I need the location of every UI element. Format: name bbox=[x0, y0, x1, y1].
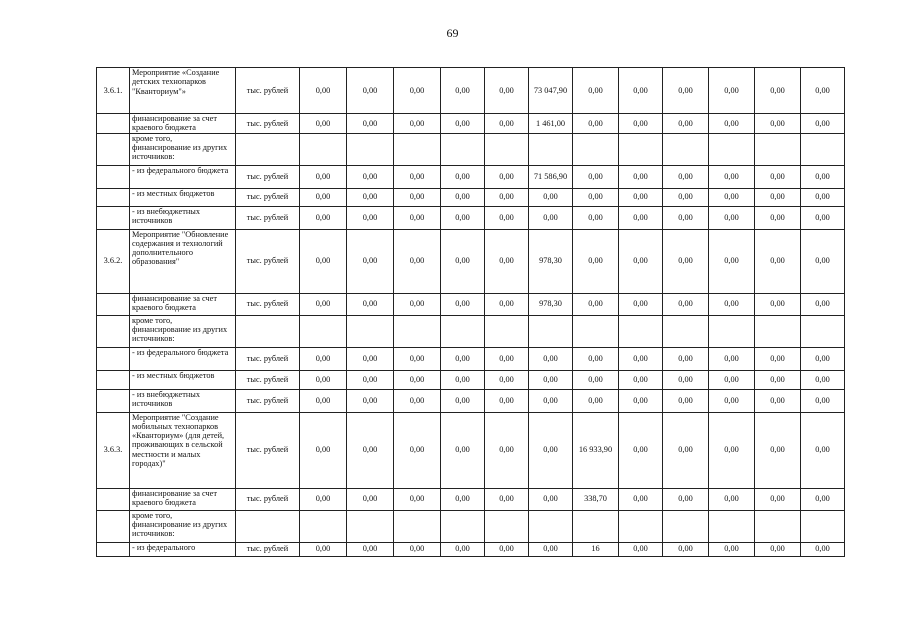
row-code bbox=[97, 370, 130, 389]
row-value: 0,00 bbox=[709, 542, 755, 556]
table-row bbox=[97, 510, 845, 542]
table-row bbox=[97, 68, 845, 114]
row-unit: тыс. рублей bbox=[236, 542, 300, 556]
row-value: 0,00 bbox=[441, 389, 485, 412]
row-value: 0,00 bbox=[755, 206, 801, 229]
page-number: 69 bbox=[446, 26, 459, 40]
row-value bbox=[619, 133, 663, 165]
row-value bbox=[441, 133, 485, 165]
row-value bbox=[529, 510, 573, 542]
row-value bbox=[300, 510, 347, 542]
row-value: 0,00 bbox=[529, 488, 573, 510]
row-value: 0,00 bbox=[755, 188, 801, 206]
row-value: 0,00 bbox=[300, 114, 347, 134]
row-value bbox=[755, 510, 801, 542]
row-value bbox=[663, 133, 709, 165]
row-value: 0,00 bbox=[347, 206, 394, 229]
row-value: 0,00 bbox=[755, 488, 801, 510]
row-value: 0,00 bbox=[441, 188, 485, 206]
row-value: 0,00 bbox=[755, 370, 801, 389]
row-value: 0,00 bbox=[755, 293, 801, 315]
row-value bbox=[709, 133, 755, 165]
row-value bbox=[529, 315, 573, 347]
row-value: 0,00 bbox=[801, 188, 845, 206]
row-name: - из местных бюджетов bbox=[130, 188, 236, 206]
row-value bbox=[529, 133, 573, 165]
row-unit bbox=[236, 133, 300, 165]
table-row bbox=[97, 114, 845, 134]
table-row bbox=[97, 133, 845, 165]
row-value: 0,00 bbox=[619, 347, 663, 370]
row-value bbox=[755, 315, 801, 347]
row-value: 0,00 bbox=[394, 68, 441, 114]
row-code bbox=[97, 510, 130, 542]
row-value: 0,00 bbox=[441, 293, 485, 315]
row-value: 0,00 bbox=[755, 389, 801, 412]
row-value: 0,00 bbox=[573, 68, 619, 114]
row-value: 71 586,90 bbox=[529, 165, 573, 188]
row-value: 0,00 bbox=[573, 347, 619, 370]
row-value: 0,00 bbox=[347, 347, 394, 370]
row-value: 0,00 bbox=[394, 412, 441, 488]
row-value: 0,00 bbox=[529, 347, 573, 370]
row-value: 0,00 bbox=[755, 229, 801, 293]
row-value: 0,00 bbox=[300, 206, 347, 229]
row-unit: тыс. рублей bbox=[236, 389, 300, 412]
row-code bbox=[97, 114, 130, 134]
row-value bbox=[709, 510, 755, 542]
row-code bbox=[97, 389, 130, 412]
row-value: 0,00 bbox=[801, 412, 845, 488]
row-value: 16 933,90 bbox=[573, 412, 619, 488]
table-row bbox=[97, 206, 845, 229]
row-value: 0,00 bbox=[441, 370, 485, 389]
row-value: 0,00 bbox=[394, 488, 441, 510]
row-value: 0,00 bbox=[300, 347, 347, 370]
row-code bbox=[97, 206, 130, 229]
table-row bbox=[97, 315, 845, 347]
row-value: 0,00 bbox=[755, 114, 801, 134]
row-value: 0,00 bbox=[394, 188, 441, 206]
row-code bbox=[97, 315, 130, 347]
row-value: 0,00 bbox=[619, 188, 663, 206]
row-value: 0,00 bbox=[755, 165, 801, 188]
row-value: 0,00 bbox=[755, 347, 801, 370]
row-value bbox=[394, 133, 441, 165]
row-value: 0,00 bbox=[529, 389, 573, 412]
row-value: 0,00 bbox=[529, 412, 573, 488]
row-unit bbox=[236, 315, 300, 347]
row-value bbox=[709, 315, 755, 347]
row-name: - из федерального бюджета bbox=[130, 347, 236, 370]
row-value: 0,00 bbox=[485, 542, 529, 556]
row-value: 0,00 bbox=[573, 370, 619, 389]
row-code bbox=[97, 133, 130, 165]
row-value: 0,00 bbox=[573, 389, 619, 412]
table-row bbox=[97, 488, 845, 510]
row-value bbox=[801, 133, 845, 165]
row-value: 0,00 bbox=[485, 412, 529, 488]
row-value: 978,30 bbox=[529, 229, 573, 293]
table-row bbox=[97, 229, 845, 293]
row-value: 0,00 bbox=[663, 370, 709, 389]
row-value: 0,00 bbox=[663, 412, 709, 488]
row-value: 0,00 bbox=[347, 412, 394, 488]
table-row bbox=[97, 542, 845, 556]
row-value: 0,00 bbox=[663, 488, 709, 510]
table-row bbox=[97, 389, 845, 412]
row-value: 0,00 bbox=[485, 488, 529, 510]
row-value: 0,00 bbox=[619, 165, 663, 188]
row-value: 0,00 bbox=[801, 389, 845, 412]
row-value: 0,00 bbox=[300, 68, 347, 114]
row-value bbox=[619, 510, 663, 542]
row-value: 0,00 bbox=[485, 206, 529, 229]
row-value: 0,00 bbox=[663, 188, 709, 206]
row-code: 3.6.3. bbox=[97, 412, 130, 488]
row-value: 0,00 bbox=[485, 114, 529, 134]
row-value: 0,00 bbox=[619, 229, 663, 293]
row-value bbox=[801, 315, 845, 347]
row-unit: тыс. рублей bbox=[236, 206, 300, 229]
row-value: 0,00 bbox=[619, 68, 663, 114]
row-value: 0,00 bbox=[619, 542, 663, 556]
row-value: 0,00 bbox=[709, 229, 755, 293]
row-value: 0,00 bbox=[709, 370, 755, 389]
row-name: - из внебюджетных источников bbox=[130, 389, 236, 412]
table-row bbox=[97, 370, 845, 389]
row-value: 0,00 bbox=[709, 293, 755, 315]
row-value: 0,00 bbox=[300, 370, 347, 389]
row-value: 0,00 bbox=[801, 114, 845, 134]
row-value: 0,00 bbox=[441, 68, 485, 114]
row-value: 0,00 bbox=[801, 68, 845, 114]
row-value bbox=[755, 133, 801, 165]
row-value: 0,00 bbox=[485, 293, 529, 315]
row-value: 0,00 bbox=[394, 114, 441, 134]
row-value: 0,00 bbox=[801, 488, 845, 510]
row-name: - из внебюджетных источников bbox=[130, 206, 236, 229]
row-value: 0,00 bbox=[300, 188, 347, 206]
row-value: 0,00 bbox=[529, 370, 573, 389]
row-unit: тыс. рублей bbox=[236, 114, 300, 134]
row-value bbox=[619, 315, 663, 347]
row-value: 0,00 bbox=[619, 370, 663, 389]
row-value: 0,00 bbox=[347, 229, 394, 293]
row-code bbox=[97, 188, 130, 206]
row-value bbox=[441, 510, 485, 542]
row-value: 0,00 bbox=[663, 229, 709, 293]
row-value: 0,00 bbox=[801, 542, 845, 556]
row-value: 1 461,00 bbox=[529, 114, 573, 134]
row-value: 0,00 bbox=[573, 229, 619, 293]
row-value: 0,00 bbox=[573, 206, 619, 229]
row-value: 0,00 bbox=[709, 412, 755, 488]
row-value bbox=[801, 510, 845, 542]
row-value: 0,00 bbox=[394, 370, 441, 389]
row-value: 0,00 bbox=[709, 488, 755, 510]
row-value bbox=[347, 510, 394, 542]
row-value: 73 047,90 bbox=[529, 68, 573, 114]
row-value: 0,00 bbox=[529, 206, 573, 229]
row-value bbox=[573, 133, 619, 165]
row-value: 16 bbox=[573, 542, 619, 556]
row-value bbox=[300, 133, 347, 165]
row-value: 0,00 bbox=[709, 206, 755, 229]
row-name: Мероприятие "Обновление содержания и технологий дополнительного образования" bbox=[130, 229, 236, 293]
row-value bbox=[663, 510, 709, 542]
row-value: 0,00 bbox=[619, 206, 663, 229]
row-code bbox=[97, 293, 130, 315]
row-name: кроме того, финансирование из других источников: bbox=[130, 510, 236, 542]
row-value: 0,00 bbox=[441, 412, 485, 488]
row-value: 0,00 bbox=[441, 206, 485, 229]
table-row bbox=[97, 188, 845, 206]
row-value: 0,00 bbox=[485, 370, 529, 389]
row-value: 0,00 bbox=[394, 542, 441, 556]
row-unit: тыс. рублей bbox=[236, 412, 300, 488]
row-value bbox=[485, 315, 529, 347]
row-value: 0,00 bbox=[441, 347, 485, 370]
row-value: 0,00 bbox=[347, 370, 394, 389]
row-value: 0,00 bbox=[441, 542, 485, 556]
row-value bbox=[300, 315, 347, 347]
row-code: 3.6.2. bbox=[97, 229, 130, 293]
row-value: 0,00 bbox=[663, 165, 709, 188]
row-value: 0,00 bbox=[347, 389, 394, 412]
row-value: 0,00 bbox=[485, 68, 529, 114]
row-value: 0,00 bbox=[801, 347, 845, 370]
row-value bbox=[663, 315, 709, 347]
budget-table bbox=[96, 67, 845, 557]
row-value: 0,00 bbox=[663, 68, 709, 114]
row-value: 0,00 bbox=[300, 389, 347, 412]
row-value: 0,00 bbox=[300, 412, 347, 488]
row-value: 0,00 bbox=[441, 114, 485, 134]
row-value: 0,00 bbox=[709, 389, 755, 412]
row-code bbox=[97, 347, 130, 370]
row-value bbox=[347, 315, 394, 347]
row-value: 0,00 bbox=[300, 488, 347, 510]
row-value: 0,00 bbox=[801, 229, 845, 293]
row-unit bbox=[236, 510, 300, 542]
row-value: 0,00 bbox=[709, 68, 755, 114]
row-unit: тыс. рублей bbox=[236, 229, 300, 293]
row-value: 0,00 bbox=[441, 488, 485, 510]
table-row bbox=[97, 165, 845, 188]
row-value: 0,00 bbox=[441, 165, 485, 188]
row-value: 338,70 bbox=[573, 488, 619, 510]
row-value: 0,00 bbox=[485, 347, 529, 370]
row-unit: тыс. рублей bbox=[236, 188, 300, 206]
row-code bbox=[97, 488, 130, 510]
row-value: 978,30 bbox=[529, 293, 573, 315]
row-unit: тыс. рублей bbox=[236, 293, 300, 315]
row-value: 0,00 bbox=[709, 114, 755, 134]
row-value bbox=[394, 315, 441, 347]
row-value: 0,00 bbox=[663, 206, 709, 229]
row-value: 0,00 bbox=[300, 165, 347, 188]
row-value bbox=[485, 510, 529, 542]
row-value: 0,00 bbox=[394, 206, 441, 229]
row-value: 0,00 bbox=[347, 293, 394, 315]
row-value: 0,00 bbox=[663, 293, 709, 315]
row-value: 0,00 bbox=[663, 114, 709, 134]
row-value: 0,00 bbox=[709, 165, 755, 188]
row-name: Мероприятие «Создание детских технопарков "Кванториум"» bbox=[130, 68, 236, 114]
row-value: 0,00 bbox=[394, 347, 441, 370]
table-row bbox=[97, 293, 845, 315]
row-name: финансирование за счет краевого бюджета bbox=[130, 488, 236, 510]
row-value: 0,00 bbox=[619, 293, 663, 315]
row-value: 0,00 bbox=[347, 114, 394, 134]
row-value: 0,00 bbox=[573, 293, 619, 315]
row-unit: тыс. рублей bbox=[236, 347, 300, 370]
row-value: 0,00 bbox=[755, 68, 801, 114]
row-value: 0,00 bbox=[755, 412, 801, 488]
row-name: - из федерального bbox=[130, 542, 236, 556]
row-value bbox=[573, 315, 619, 347]
row-value: 0,00 bbox=[619, 389, 663, 412]
row-code bbox=[97, 165, 130, 188]
row-value bbox=[573, 510, 619, 542]
row-value: 0,00 bbox=[573, 188, 619, 206]
row-value: 0,00 bbox=[347, 165, 394, 188]
row-value: 0,00 bbox=[663, 347, 709, 370]
row-value: 0,00 bbox=[573, 114, 619, 134]
row-unit: тыс. рублей bbox=[236, 370, 300, 389]
row-name: - из местных бюджетов bbox=[130, 370, 236, 389]
row-unit: тыс. рублей bbox=[236, 488, 300, 510]
row-value: 0,00 bbox=[441, 229, 485, 293]
row-value: 0,00 bbox=[394, 389, 441, 412]
row-value bbox=[394, 510, 441, 542]
row-value: 0,00 bbox=[529, 188, 573, 206]
row-value: 0,00 bbox=[394, 165, 441, 188]
row-value bbox=[441, 315, 485, 347]
row-value: 0,00 bbox=[573, 165, 619, 188]
row-value: 0,00 bbox=[347, 488, 394, 510]
row-code: 3.6.1. bbox=[97, 68, 130, 114]
row-value bbox=[347, 133, 394, 165]
row-name: кроме того, финансирование из других источников: bbox=[130, 133, 236, 165]
row-value: 0,00 bbox=[347, 188, 394, 206]
row-value: 0,00 bbox=[619, 488, 663, 510]
row-unit: тыс. рублей bbox=[236, 68, 300, 114]
row-value: 0,00 bbox=[801, 165, 845, 188]
row-value bbox=[485, 133, 529, 165]
row-name: - из федерального бюджета bbox=[130, 165, 236, 188]
row-value: 0,00 bbox=[663, 389, 709, 412]
row-unit: тыс. рублей bbox=[236, 165, 300, 188]
row-value: 0,00 bbox=[485, 389, 529, 412]
row-name: финансирование за счет краевого бюджета bbox=[130, 114, 236, 134]
row-value: 0,00 bbox=[709, 347, 755, 370]
row-value: 0,00 bbox=[300, 229, 347, 293]
row-value: 0,00 bbox=[755, 542, 801, 556]
row-value: 0,00 bbox=[663, 542, 709, 556]
row-value: 0,00 bbox=[394, 293, 441, 315]
row-name: Мероприятие "Создание мобильных технопарков «Кванториум» (для детей, проживающих в сельской местности и малых городах)" bbox=[130, 412, 236, 488]
table-row bbox=[97, 347, 845, 370]
row-value: 0,00 bbox=[394, 229, 441, 293]
row-value: 0,00 bbox=[709, 188, 755, 206]
row-name: кроме того, финансирование из других источников: bbox=[130, 315, 236, 347]
row-value: 0,00 bbox=[347, 542, 394, 556]
row-value: 0,00 bbox=[529, 542, 573, 556]
row-code bbox=[97, 542, 130, 556]
row-name: финансирование за счет краевого бюджета bbox=[130, 293, 236, 315]
row-value: 0,00 bbox=[619, 412, 663, 488]
row-value: 0,00 bbox=[801, 206, 845, 229]
row-value: 0,00 bbox=[300, 542, 347, 556]
row-value: 0,00 bbox=[300, 293, 347, 315]
row-value: 0,00 bbox=[485, 188, 529, 206]
row-value: 0,00 bbox=[347, 68, 394, 114]
row-value: 0,00 bbox=[485, 165, 529, 188]
row-value: 0,00 bbox=[485, 229, 529, 293]
row-value: 0,00 bbox=[801, 293, 845, 315]
table-row bbox=[97, 412, 845, 488]
row-value: 0,00 bbox=[801, 370, 845, 389]
row-value: 0,00 bbox=[619, 114, 663, 134]
